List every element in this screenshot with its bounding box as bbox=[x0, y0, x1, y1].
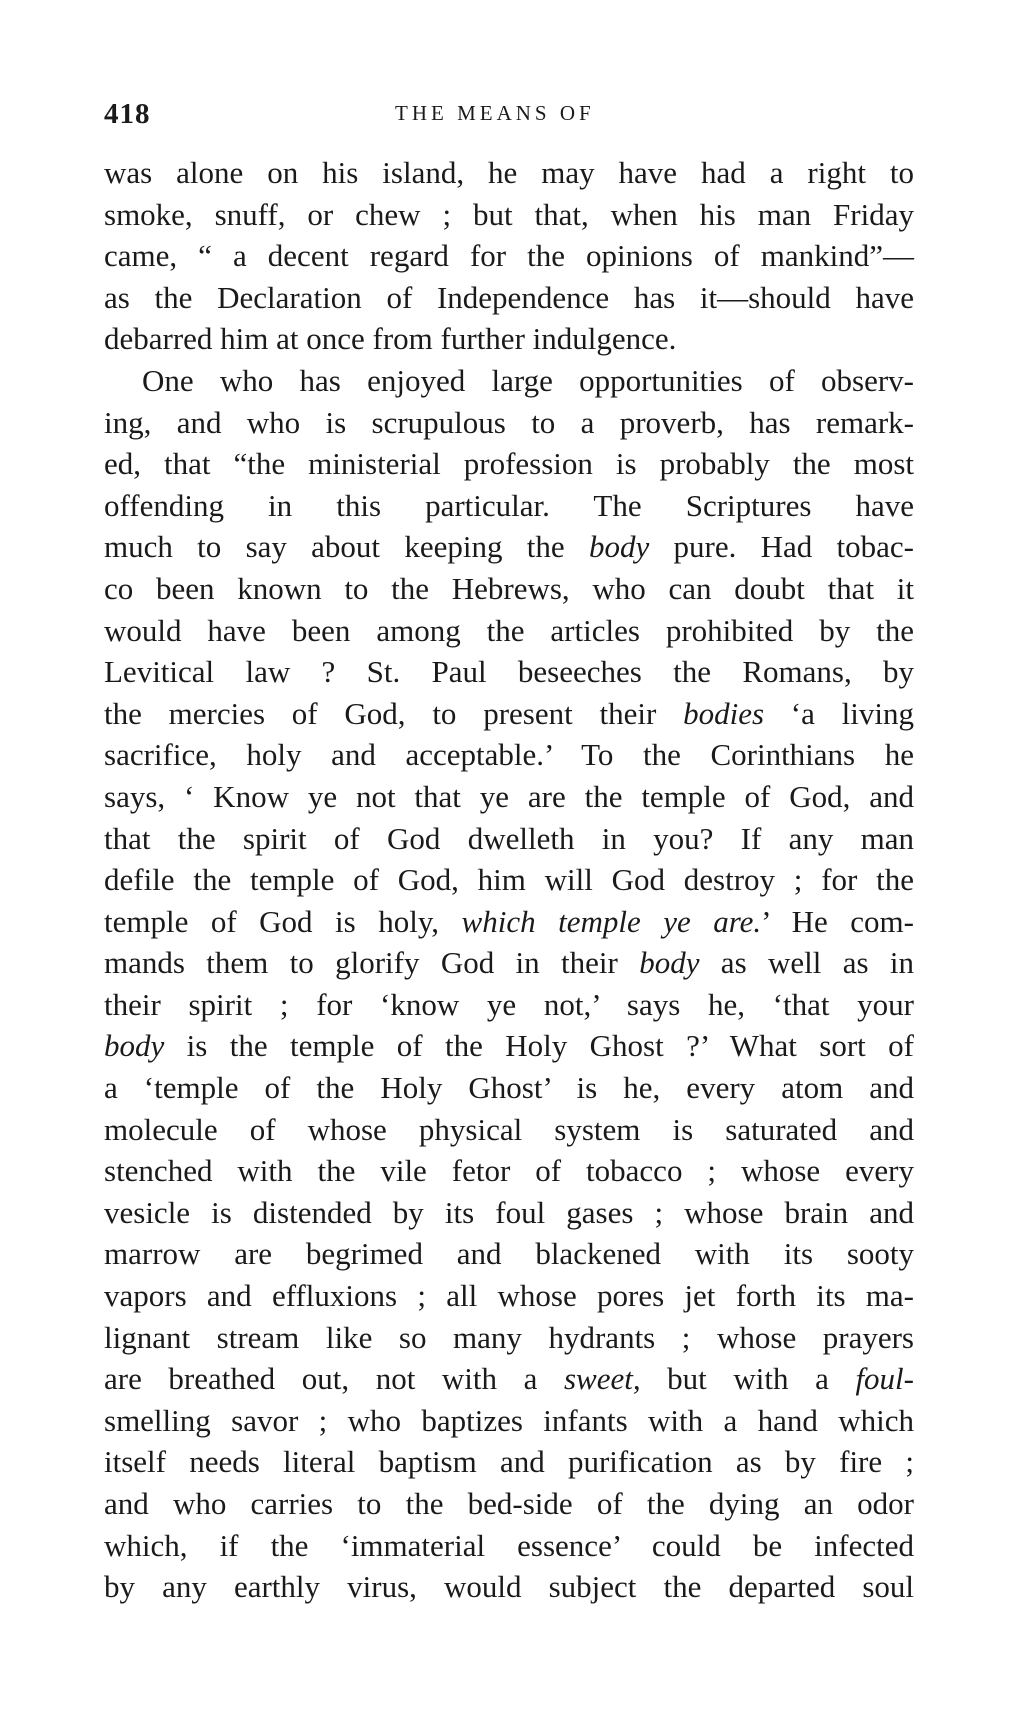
text-line: stenched with the vile fetor of tobacco ; whose every bbox=[104, 1153, 914, 1189]
text-line: vapors and effluxions ; all whose pores jet forth its ma- bbox=[104, 1278, 914, 1314]
text-line: sacrifice, holy and acceptable.’ To the Corinthians he bbox=[104, 737, 914, 773]
text-line: vesicle is distended by its foul gases ; whose brain and bbox=[104, 1194, 914, 1230]
text-line: much to say about keeping the body pure. Had tobac- bbox=[104, 529, 915, 565]
paragraph-first-line: One who has enjoyed large opportunities of observ- bbox=[142, 362, 914, 398]
text-line: are breathed out, not with a sweet, but with a foul- bbox=[104, 1361, 914, 1397]
text-line: lignant stream like so many hydrants ; whose prayers bbox=[104, 1319, 914, 1355]
text-line: the mercies of God, to present their bodies ‘a living bbox=[104, 695, 915, 731]
text-line: by any earthly virus, would subject the departed soul bbox=[104, 1569, 914, 1605]
running-head: THE MEANS OF bbox=[395, 101, 595, 125]
text-line: smelling savor ; who baptizes infants with a hand which bbox=[104, 1402, 914, 1438]
text-line: a ‘temple of the Holy Ghost’ is he, every atom and bbox=[104, 1070, 914, 1106]
text-line: body is the temple of the Holy Ghost ?’ What sort of bbox=[104, 1028, 914, 1064]
text-line: debarred him at once from further indulgence. bbox=[104, 321, 677, 357]
text-line: offending in this particular. The Scriptures have bbox=[104, 487, 914, 523]
text-line: would have been among the articles prohibited by the bbox=[104, 612, 914, 648]
text-line: that the spirit of God dwelleth in you? If any man bbox=[104, 820, 914, 856]
text-line: Levitical law ? St. Paul beseeches the Romans, by bbox=[104, 654, 914, 690]
text-line: smoke, snuff, or chew ; but that, when his man Friday bbox=[104, 196, 914, 232]
body-text bbox=[104, 152, 914, 1608]
text-line: which, if the ‘immaterial essence’ could be infected bbox=[104, 1527, 914, 1563]
text-line: temple of God is holy, which temple ye are.’ He com- bbox=[104, 903, 914, 939]
text-line: was alone on his island, he may have had a right to bbox=[104, 155, 914, 190]
text-line: came, “ a decent regard for the opinions of mankind”— bbox=[104, 238, 914, 274]
text-line: marrow are begrimed and blackened with its sooty bbox=[104, 1236, 914, 1272]
text-line: says, ‘ Know ye not that ye are the temple of God, and bbox=[104, 778, 914, 814]
text-line: their spirit ; for ‘know ye not,’ says he, ‘that your bbox=[104, 986, 914, 1022]
page-number: 418 bbox=[104, 98, 151, 130]
text-line: ed, that “the ministerial profession is probably the most bbox=[104, 446, 914, 482]
text-line: mands them to glorify God in their body as well as in bbox=[104, 945, 914, 981]
text-line: itself needs literal baptism and purification as by fire ; bbox=[104, 1444, 914, 1480]
text-line: defile the temple of God, him will God destroy ; for the bbox=[104, 862, 914, 898]
text-line: co been known to the Hebrews, who can doubt that it bbox=[104, 570, 914, 606]
text-line: ing, and who is scrupulous to a proverb, has remark- bbox=[104, 404, 914, 440]
text-line: and who carries to the bed-side of the dying an odor bbox=[104, 1486, 914, 1521]
text-line: molecule of whose physical system is saturated and bbox=[104, 1111, 914, 1147]
text-line: as the Declaration of Independence has it—should have bbox=[104, 279, 914, 315]
